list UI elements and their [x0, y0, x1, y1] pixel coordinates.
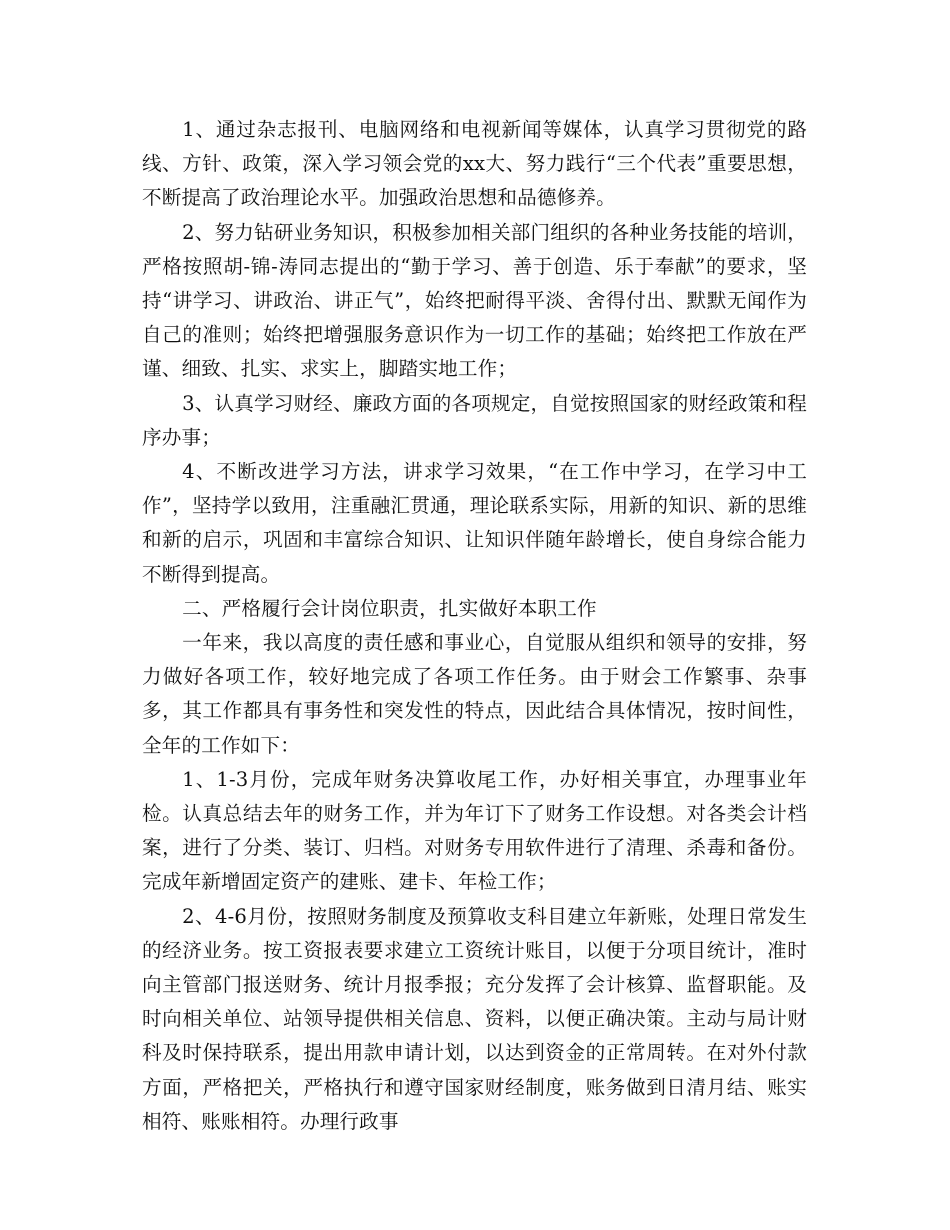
paragraph-study-media: 1、通过杂志报刊、电脑网络和电视新闻等媒体，认真学习贯彻党的路线、方针、政策，深入学习领会党的xx大、努力践行“三个代表”重要思想，不断提高了政治理论水平。加强政治思想和品德修养。 — [142, 118, 807, 210]
document-body — [142, 113, 807, 1139]
paragraph-finance-rules: 3、认真学习财经、廉政方面的各项规定，自觉按照国家的财经政策和程序办事； — [142, 391, 807, 449]
paragraph-study-methods: 4、不断改进学习方法，讲求学习效果，“在工作中学习，在学习中工作”，坚持学以致用，注重融汇贯通，理论联系实际，用新的知识、新的思维和新的启示，巩固和丰富综合知识、让知识伴随年龄增长，使自身综合能力不断得到提高。 — [142, 460, 807, 586]
paragraph-q1-work: 1、1-3月份，完成年财务决算收尾工作，办好相关事宜，办理事业年检。认真总结去年的财务工作，并为年订下了财务工作设想。对各类会计档案，进行了分类、装订、归档。对财务专用软件进行了清理、杀毒和备份。完成年新增固定资产的建账、建卡、年检工作； — [142, 767, 807, 894]
paragraph-q2-work: 2、4-6月份，按照财务制度及预算收支科目建立年新账，处理日常发生的经济业务。按工资报表要求建立工资统计账目，以便于分项目统计，准时向主管部门报送财务、统计月报季报；充分发挥了会计核算、监督职能。及时向相关单位、站领导提供相关信息、资料，以便正确决策。主动与局计财科及时保持联系，提出用款申请计划，以达到资金的正常周转。在对外付款方面，严格把关，严格执行和遵守国家财经制度，账务做到日清月结、账实相符、账账相符。办理行政事 — [142, 904, 807, 1133]
paragraph-year-overview: 一年来，我以高度的责任感和事业心，自觉服从组织和领导的安排，努力做好各项工作，较好地完成了各项工作任务。由于财会工作繁事、杂事多，其工作都具有事务性和突发性的特点，因此结合具体情况，按时间性，全年的工作如下： — [142, 631, 807, 757]
paragraph-business-training: 2、努力钻研业务知识，积极参加相关部门组织的各种业务技能的培训，严格按照胡-锦-涛同志提出的“勤于学习、善于创造、乐于奉献”的要求，坚持“讲学习、讲政治、讲正气”，始终把耐得平淡、舍得付出、默默无闻作为自己的准则；始终把增强服务意识作为一切工作的基础；始终把工作放在严谨、细致、扎实、求实上，脚踏实地工作； — [142, 220, 807, 381]
section-heading-accounting-duties: 二、严格履行会计岗位职责，扎实做好本职工作 — [182, 596, 597, 620]
